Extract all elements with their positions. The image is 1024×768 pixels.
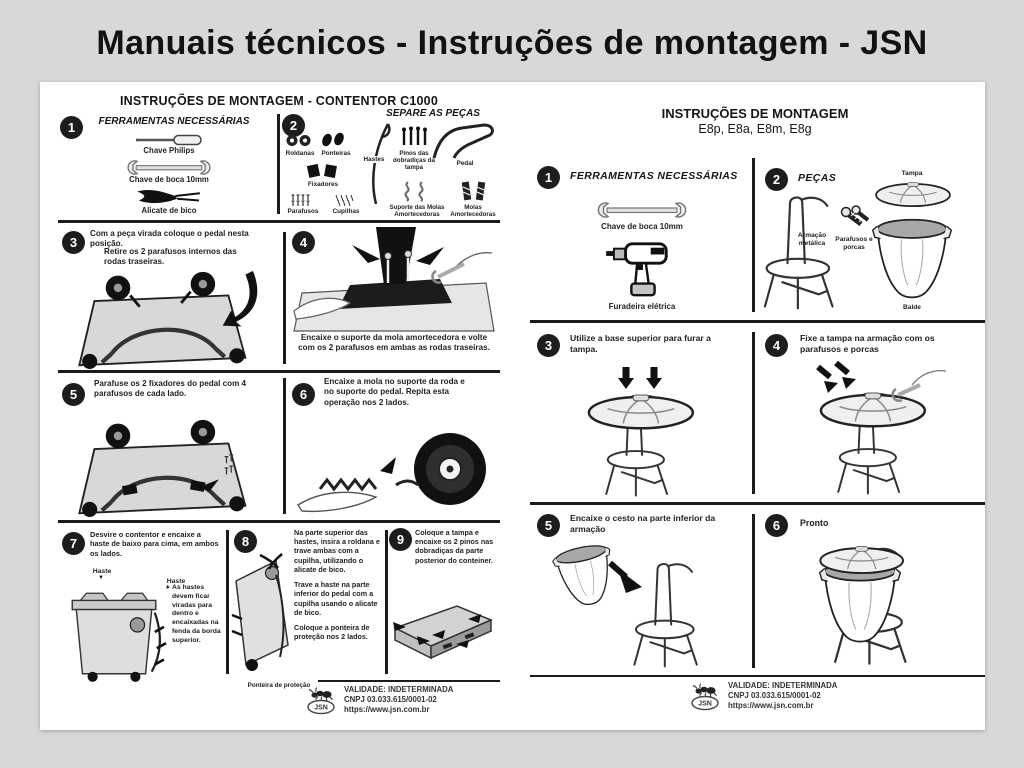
step-text: Encaixe o suporte da mola amortecedora e volte com os 2 parafusos em ambas as rodas traseiras. [298, 333, 490, 353]
divider [58, 370, 500, 373]
suporte-molas-icon [402, 180, 430, 202]
part-label: Ponteiras [321, 150, 351, 157]
step-badge: 8 [234, 530, 257, 553]
pinos-icon [400, 126, 426, 146]
footer-url: https://www.jsn.com.br [344, 705, 430, 715]
fixadores-icon [306, 162, 340, 180]
document-paper [40, 82, 985, 730]
left-step5-illustration [62, 417, 274, 517]
step-badge: 6 [765, 514, 788, 537]
part-label: Parafusos [287, 208, 319, 215]
step-text: Encaixe o cesto na parte inferior da armação [570, 513, 716, 534]
right-step4-illustration [798, 361, 948, 495]
left-step1-heading: FERRAMENTAS NECESSÁRIAS [98, 116, 250, 127]
left-step3-panel [58, 227, 278, 367]
arrow-down-icon: ▼ [98, 575, 104, 581]
step-badge: 6 [292, 383, 315, 406]
step-badge: 3 [62, 231, 85, 254]
step8-text-column [294, 528, 380, 641]
right-step6-illustration [804, 533, 944, 671]
divider [752, 158, 755, 312]
step-text: Trave a haste na parte inferior do pedal com a cupilha usando o alicate de bico. [294, 580, 378, 617]
wrench-icon [123, 160, 215, 175]
ponteiras-icon [320, 132, 346, 147]
page-title: Manuais técnicos - Instruções de montagem - JSN [96, 24, 928, 62]
left-step1-panel [58, 108, 264, 218]
divider [226, 530, 229, 674]
haste-label: Haste [92, 568, 112, 575]
balde-illustration [872, 216, 952, 302]
step-text: Na parte superior das hastes, insira a roldana e trave ambas com a cupilha, utilizando o alicate de bico. [294, 528, 380, 574]
bolts-icon [838, 206, 872, 232]
part-label: Armação metálica [797, 232, 827, 247]
tool-label: Chave de boca 10mm [129, 175, 209, 184]
divider [58, 220, 500, 223]
footer-url: https://www.jsn.com.br [728, 701, 814, 711]
step-badge: 9 [389, 528, 412, 551]
arrow-down-icon: ▼ [162, 583, 172, 593]
cupilhas-icon [332, 192, 358, 207]
step-badge: 5 [537, 514, 560, 537]
step-text: Retire os 2 parafusos internos das rodas traseiras. [104, 247, 237, 267]
right-step1-panel [530, 154, 750, 316]
part-label: Parafusos e porcas [835, 236, 873, 251]
left-step2-panel [282, 108, 500, 220]
part-label: Pinos das dobradiças da tampa [393, 150, 435, 172]
part-label: Pedal [456, 160, 474, 167]
hastes-icon [362, 122, 392, 208]
footer-validity: VALIDADE: INDETERMINADA [728, 681, 838, 690]
left-sheet-title: INSTRUÇÕES DE MONTAGEM - CONTENTOR C1000 [120, 94, 438, 108]
step-text: Coloque a ponteira de proteção nos 2 lados. [294, 622, 370, 642]
step-badge: 2 [282, 114, 305, 137]
part-label: Roldanas [285, 150, 315, 157]
divider [530, 675, 985, 677]
left-step8-panel [230, 526, 382, 689]
tool-label: Chave Philips [143, 146, 195, 155]
tool-label: Alicate de bico [141, 206, 197, 215]
tool-chave-philips [114, 134, 224, 156]
step-text: Com a peça virada coloque o pedal nesta posição. [90, 229, 249, 249]
right-step2-panel [758, 154, 985, 316]
right-step5-illustration [554, 543, 724, 671]
screwdriver-icon [134, 134, 204, 146]
tool-chave-boca [104, 160, 234, 185]
step-note: As hastes devem ficar viradas para dentro e encaixadas na fenda da borda superior. [172, 584, 221, 644]
haste-label: Haste [166, 578, 186, 585]
right-sheet-subtitle: E8p, E8a, E8m, E8g [698, 122, 812, 136]
right-step5-panel [530, 509, 750, 673]
left-footer [344, 685, 453, 715]
left-step5-panel [58, 375, 278, 517]
footer-cnpj: CNPJ 03.033.615/0001-02 [344, 695, 437, 705]
ponteira-label: Ponteira de proteção [247, 682, 311, 689]
left-step9-illustration [391, 598, 495, 672]
right-step6-panel [758, 509, 985, 673]
tool-label: Furadeira elétrica [608, 302, 676, 311]
step-text: Pronto [800, 518, 829, 528]
left-step4-illustration [294, 227, 494, 331]
part-label: Balde [903, 304, 921, 311]
divider [58, 520, 500, 523]
left-step8-illustration [230, 552, 290, 672]
step-badge: 7 [62, 532, 85, 555]
part-label: Hastes [356, 156, 392, 163]
step-text: Parafuse os 2 fixadores do pedal com 4 parafusos de cada lado. [94, 379, 247, 399]
jsn-logo [306, 686, 336, 714]
jsn-logo-text: JSN [314, 704, 328, 712]
divider [318, 680, 500, 682]
divider [530, 502, 985, 505]
divider [752, 332, 755, 494]
part-label: Cupilhas [332, 208, 360, 215]
divider [530, 320, 985, 323]
step-badge: 4 [292, 231, 315, 254]
wrench-icon [592, 202, 692, 218]
divider [277, 114, 280, 214]
parafusos-icon [290, 192, 320, 207]
molas-icon [460, 180, 488, 202]
part-label: Fixadores [307, 181, 339, 188]
pliers-icon [132, 186, 206, 206]
part-label: Tampa [901, 170, 923, 177]
part-label: Molas Amortecedoras [450, 204, 496, 219]
right-step3-illustration [570, 365, 715, 497]
drill-icon [602, 238, 682, 300]
left-step6-illustration [292, 427, 496, 513]
right-step3-panel [530, 327, 750, 499]
left-step6-panel [288, 375, 500, 517]
left-step7-illustration [58, 586, 168, 680]
step-badge: 5 [62, 383, 85, 406]
left-step9-panel [389, 526, 500, 678]
divider [752, 514, 755, 668]
roldanas-icon [286, 134, 312, 147]
step-text: Coloque a tampa e encaixe os 2 pinos nas dobradiças da parte posterior do conteiner. [415, 528, 494, 565]
step-badge: 1 [60, 116, 83, 139]
step-badge: 1 [537, 166, 560, 189]
armacao-illustration [758, 190, 836, 312]
step-text: Desvire o contentor e encaixe a haste de baixo para cima, em ambos os lados. [90, 530, 219, 558]
pedal-icon [432, 120, 498, 160]
divider [283, 232, 286, 364]
step-badge: 2 [765, 168, 788, 191]
tampa-illustration [874, 180, 952, 210]
divider [283, 378, 286, 514]
part-label: Suporte das Molas Amortecedoras [389, 204, 445, 219]
right-step4-panel [758, 327, 985, 499]
right-sheet-title: INSTRUÇÕES DE MONTAGEM [661, 106, 849, 121]
step-badge: 3 [537, 334, 560, 357]
jsn-logo-text: JSN [698, 700, 712, 708]
tool-alicate [110, 186, 228, 216]
left-step4-panel [288, 227, 500, 367]
tool-label: Chave de boca 10mm [601, 222, 683, 231]
step-text: Utilize a base superior para furar a tampa. [570, 333, 711, 354]
jsn-logo [690, 682, 720, 710]
right-step2-heading: PEÇAS [798, 172, 837, 184]
left-step7-panel [58, 526, 223, 678]
step-text: Encaixe a mola no suporte da roda e no suporte do pedal. Repita esta operação nos 2 lados. [324, 377, 465, 407]
divider [385, 530, 388, 674]
right-footer [728, 681, 837, 711]
step-badge: 4 [765, 334, 788, 357]
footer-cnpj: CNPJ 03.033.615/0001-02 [728, 691, 821, 701]
left-step3-illustration [62, 269, 274, 369]
step-text: Fixe a tampa na armação com os parafusos e porcas [800, 333, 935, 354]
left-step2-heading: SEPARE AS PEÇAS [386, 108, 480, 119]
footer-validity: VALIDADE: INDETERMINADA [344, 685, 454, 694]
right-step1-heading: FERRAMENTAS NECESSÁRIAS [570, 170, 738, 182]
